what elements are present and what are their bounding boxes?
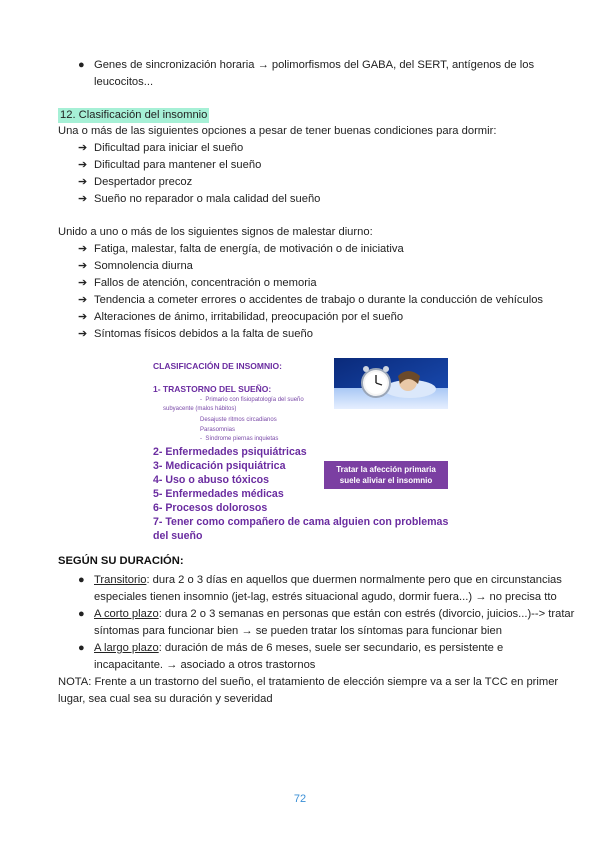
list-item-text: Fatiga, malestar, falta de energía, de motivación o de iniciativa	[94, 243, 404, 255]
arrow-icon: ➔	[78, 328, 88, 340]
figure-item: 7- Tener como compañero de cama alguien con problemas	[153, 516, 449, 528]
arrow-icon: ➔	[78, 260, 88, 272]
callout-line2: suele aliviar el insomnio	[339, 476, 433, 485]
figure-item: 2- Enfermedades psiquiátricas	[153, 446, 307, 458]
list-item-text: Somnolencia diurna	[94, 260, 193, 272]
arrow-icon: ➔	[78, 294, 88, 306]
list-item	[78, 191, 320, 208]
bullet-dot: ●	[78, 574, 85, 586]
list-item	[78, 326, 313, 343]
arrow-glyph: →	[257, 59, 269, 71]
callout-box	[324, 461, 448, 489]
arrow-icon: ➔	[78, 193, 88, 205]
figure-subitem: Parasomnias	[200, 427, 236, 433]
figure-subitem: Desajuste ritmos circadianos	[200, 417, 277, 423]
section-intro2: Unido a uno o más de los siguientes signos de malestar diurno:	[58, 226, 373, 238]
list-item	[78, 309, 403, 326]
list-item	[78, 157, 261, 174]
figure-item: 3- Medicación psiquiátrica	[153, 460, 286, 472]
note-line2: lugar, sea cual sea su duración y severidad	[58, 693, 273, 705]
duration-heading: SEGÚN SU DURACIÓN:	[58, 555, 184, 567]
figure-item: 5- Enfermedades médicas	[153, 488, 284, 500]
insomnia-photo	[334, 358, 448, 409]
list-item	[78, 292, 543, 309]
list-item-text: Dificultad para mantener el sueño	[94, 159, 262, 171]
bullet-dot: ●	[78, 59, 85, 71]
list-item	[78, 258, 193, 275]
list-item	[78, 241, 404, 258]
figure-subitem: subyacente (malos hábitos)	[163, 406, 237, 412]
note-line1: NOTA: Frente a un trastorno del sueño, el tratamiento de elección siempre va a ser la TCC en primer	[58, 676, 559, 688]
insomnia-photo-illustration	[334, 358, 448, 409]
figure-item: 6- Procesos dolorosos	[153, 502, 268, 514]
list-item	[78, 275, 317, 292]
bullet-dot: ●	[78, 608, 85, 620]
term-text: : dura 2 o 3 semanas en personas que están con estrés (divorcio, juicios...)--> tratar	[158, 608, 575, 620]
bullet-genes	[78, 57, 546, 74]
genes-text-line2: leucocitos...	[94, 76, 154, 88]
term-label: A corto plazo	[94, 608, 159, 620]
term-text: : duración de más de 6 meses, suele ser secundario, es persistente e	[158, 642, 504, 654]
figure-item: del sueño	[153, 530, 203, 542]
list-item-text: Despertador precoz	[94, 176, 193, 188]
figure-subitem: - Primario con fisiopatología del sueño	[200, 397, 304, 403]
list-item	[78, 140, 243, 157]
arrow-icon: ➔	[78, 243, 88, 255]
list-item-text: Dificultad para iniciar el sueño	[94, 142, 244, 154]
term-label: Transitorio	[94, 574, 147, 586]
term-text-line2: incapacitante. → asociado a otros trastornos	[94, 659, 316, 671]
figure-item: 4- Uso o abuso tóxicos	[153, 474, 269, 486]
term-text-line2: especiales tienen insomnio (jet-lag, estrés situacional agudo, dormir fuera...) → no precisa tto	[94, 591, 557, 603]
arrow-icon: ➔	[78, 159, 88, 171]
arrow-icon: ➔	[78, 277, 88, 289]
arrow-icon: ➔	[78, 142, 88, 154]
duration-bullet-corto	[78, 606, 575, 623]
section-heading: 12. Clasificación del insomnio	[60, 109, 208, 121]
list-item	[78, 174, 192, 191]
term-text: : dura 2 o 3 días en aquellos que duermen normalmente pero que en circunstancias	[146, 574, 562, 586]
duration-bullet-largo	[78, 640, 548, 657]
list-item-text: Fallos de atención, concentración o memoria	[94, 277, 317, 289]
callout-line1: Tratar la afección primaria	[336, 465, 436, 474]
list-item-text: Tendencia a cometer errores o accidentes de trabajo o durante la conducción de vehículos	[94, 294, 544, 306]
figure-item-1: 1- TRASTORNO DEL SUEÑO:	[153, 384, 272, 394]
list-item-text: Alteraciones de ánimo, irritabilidad, preocupación por el sueño	[94, 311, 404, 323]
duration-bullet-transitorio	[78, 572, 562, 589]
figure-subitem: - Síndrome piernas inquietas	[200, 436, 279, 442]
arrow-icon: ➔	[78, 176, 88, 188]
section-intro: Una o más de las siguientes opciones a pesar de tener buenas condiciones para dormir:	[58, 125, 497, 137]
arrow-icon: ➔	[78, 311, 88, 323]
term-label: A largo plazo	[94, 642, 159, 654]
list-item-text: Sueño no reparador o mala calidad del sueño	[94, 193, 321, 205]
page-number: 72	[293, 793, 307, 805]
list-item-text: Síntomas físicos debidos a la falta de sueño	[94, 328, 313, 340]
genes-text-a: Genes de sincronización horaria	[94, 59, 255, 71]
term-text-line2: síntomas para funcionar bien → se pueden tratar los síntomas para funcionar bien	[94, 625, 502, 637]
figure-title: CLASIFICACIÓN DE INSOMNIO:	[153, 361, 282, 371]
bullet-dot: ●	[78, 642, 85, 654]
genes-text-b: polimorfismos del GABA, del SERT, antígenos de los	[271, 59, 535, 71]
